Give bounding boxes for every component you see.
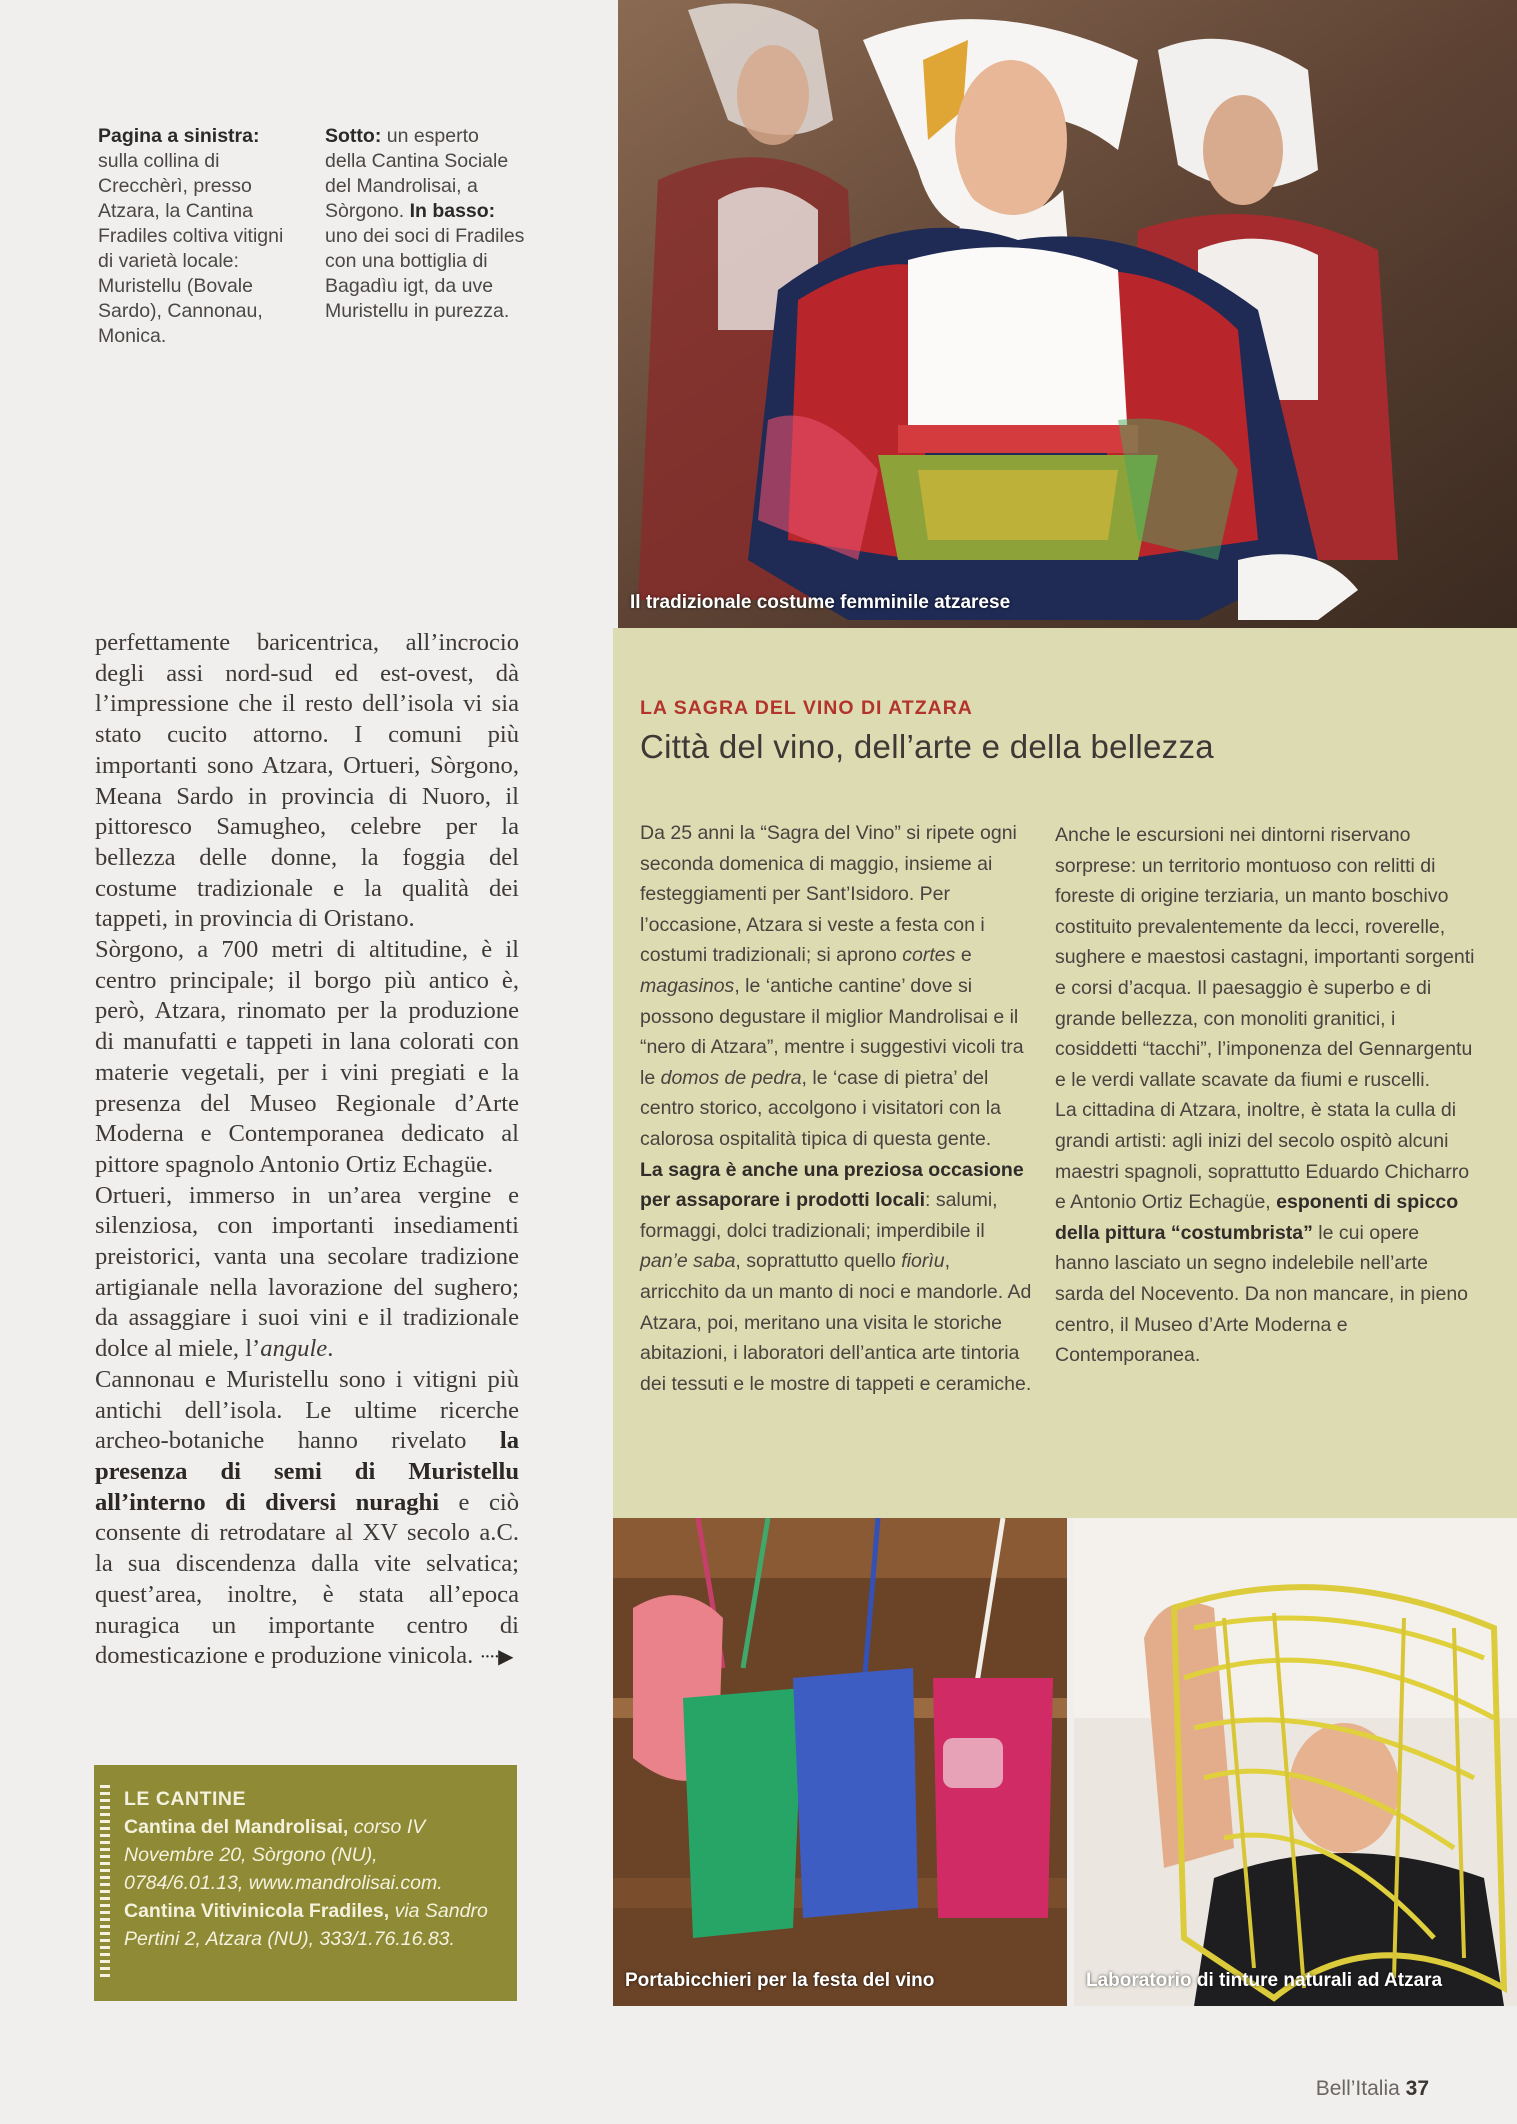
text-run: e xyxy=(955,944,972,967)
text-run: Anche le escursioni nei dintorni riservano sorprese: un territorio montuoso con relitti di foreste di origine terziaria, un manto boschivo costituito prevalentemente da lecci, roverelle, sughere e maestosi castagni, importanti sorgenti e corsi d’acqua. Il paesaggio è superbo e di grande bellezza, con monoliti granitici, i cosiddetti “tacchi”, l’imponenza del Gennargentu e le verdi vallate scavate da fiumi e ruscelli. xyxy=(1055,824,1475,1091)
article-paragraph xyxy=(95,1365,519,1673)
glass-holders-image xyxy=(613,1518,1067,2006)
cantine-entry xyxy=(124,1813,497,1897)
feature-column-1 xyxy=(640,818,1032,1399)
text-run: . xyxy=(327,1335,334,1363)
page-number: 37 xyxy=(1405,2077,1429,2100)
photo-caption: Laboratorio di tinture naturali ad Atzara xyxy=(1086,1970,1443,1991)
text-run: : salumi, formaggi, dolci tradizionali; imperdibile il xyxy=(640,1189,998,1242)
article-paragraph: Sòrgono, a 700 metri di altitudine, è il centro principale; il borgo più antico è, però, Atzara, rinomato per la produzione di manufatti e tappeti in lana colorati con materie vegetali, per i vini pregiati e la presenza del Museo Regionale d’Arte Moderna e Contemporanea dedicato al pittore spagnolo Antonio Ortiz Echagüe. xyxy=(95,936,519,1178)
article-body xyxy=(95,628,519,1673)
text-run: , le ‘antiche cantine’ dove si possono degustare il miglior Mandrolisai e il “nero di Atzara”, mentre i suggestivi vicoli tra le xyxy=(640,974,1024,1089)
text-run: La cittadina di Atzara, inoltre, è stata la culla di grandi artisti: agli inizi del secolo ospitò alcuni maestri spagnoli, soprattutto Eduardo Chicharro e Antonio Ortiz Echagüe, xyxy=(1055,1099,1470,1214)
text-run: e ciò consente di retrodatare al XV secolo a.C. la sua discendenza dalla vite selvatica; quest’area, inoltre, è stata all’epoca nuragica un importante centro di domesticazione e produzione vinicola. xyxy=(95,1488,519,1670)
text-italic: magasinos xyxy=(640,974,735,997)
feature-title: Città del vino, dell’arte e della bellezza xyxy=(640,728,1214,765)
caption-label: Pagina a sinistra: xyxy=(98,125,260,147)
caption-text: un esperto della Cantina Sociale del Mandrolisai, a Sòrgono. xyxy=(325,125,509,222)
text-bold: La sagra è anche una preziosa occasione per assaporare i prodotti locali xyxy=(640,1158,1024,1212)
feature-column-2 xyxy=(1055,820,1475,1371)
cantine-name: Cantina Vitivinicola Fradiles, xyxy=(124,1900,390,1922)
cantine-details: via Sandro Pertini 2, Atzara (NU), 333/1.76.16.83. xyxy=(124,1900,488,1950)
article-paragraph: perfettamente baricentrica, all’incrocio degli assi nord-sud ed est-ovest, dà l’impressione che il resto dell’isola vi sia stato cucito attorno. I comuni più importanti sono Atzara, Ortueri, Sòrgono, Meana Sardo in provincia di Nuoro, il pittoresco Samugheo, celebre per la bellezza delle donne, la foggia del costume tradizionale e la qualità dei tappeti, in provincia di Oristano. xyxy=(95,629,519,933)
photo-caption: Portabicchieri per la festa del vino xyxy=(625,1970,935,1991)
caption-label: Sotto: xyxy=(325,125,382,147)
cantine-details: corso IV Novembre 20, Sòrgono (NU), 0784/6.01.13, www.mandrolisai.com. xyxy=(124,1816,443,1894)
cantine-title: LE CANTINE xyxy=(124,1788,246,1810)
photo-caption-left-page xyxy=(98,124,293,349)
text-italic: angule xyxy=(260,1335,328,1363)
text-bold: la presenza di semi di Muristellu all’interno di diversi nuraghi xyxy=(95,1427,519,1516)
text-run: , soprattutto quello xyxy=(735,1250,902,1273)
costume-photo-image xyxy=(618,0,1517,628)
dye-laboratory-photo xyxy=(1074,1518,1517,2006)
text-run: le cui opere hanno lasciato un segno indelebile nell’arte sarda del Nocevento. Da non mancare, in pieno centro, il Museo d’Arte Moderna e Contemporanea. xyxy=(1055,1221,1469,1367)
text-italic: cortes xyxy=(902,944,956,967)
magazine-name: Bell’Italia xyxy=(1315,2077,1400,2100)
decorative-bars xyxy=(100,1785,110,1981)
caption-text-2: uno dei soci di Fradiles con una bottiglia di Bagadìu igt, da uve Muristellu in purezza. xyxy=(325,225,525,322)
text-italic: fiorìu xyxy=(901,1250,945,1273)
text-run: , le ‘case di pietra’ del centro storico, accolgono i visitatori con la calorosa ospitalità tipica di questa gente. xyxy=(640,1066,1001,1150)
feature-box xyxy=(613,628,1517,1518)
feature-kicker: LA SAGRA DEL VINO DI ATZARA xyxy=(640,697,973,719)
text-bold: esponenti di spicco della pittura “costumbrista” xyxy=(1055,1191,1459,1244)
cantine-info-box xyxy=(94,1765,517,2001)
text-italic: pan’e saba xyxy=(640,1250,736,1273)
page-footer xyxy=(1316,2077,1429,2101)
continue-arrow-icon: ····▶ xyxy=(479,1646,512,1669)
text-run: Cannonau e Muristellu sono i vitigni più antichi dell’isola. Le ultime ricerche archeo-botaniche hanno rivelato xyxy=(95,1365,519,1455)
article-paragraph xyxy=(95,1181,519,1365)
text-run: Ortueri, immerso in un’area vergine e silenziosa, con importanti insediamenti preistorici, vanta una secolare tradizione artigianale nella lavorazione del sughero; da assaggiare i suoi vini e il tradizionale dolce al miele, l’ xyxy=(95,1181,519,1363)
costume-photo xyxy=(618,0,1517,628)
cantine-name: Cantina del Mandrolisai, xyxy=(124,1816,349,1838)
cantine-entry xyxy=(124,1897,497,1953)
photo-caption-below xyxy=(325,124,525,324)
caption-label-2: In basso: xyxy=(409,200,496,222)
text-italic: domos de pedra xyxy=(660,1066,802,1089)
dye-laboratory-image xyxy=(1074,1518,1517,2006)
glass-holders-photo xyxy=(613,1518,1067,2006)
text-run: Da 25 anni la “Sagra del Vino” si ripete ogni seconda domenica di maggio, insieme ai festeggiamenti per Sant’Isidoro. Per l’occasione, Atzara si veste a festa con i costumi tradizionali; si aprono xyxy=(640,822,1017,967)
caption-text: sulla collina di Crecchèrì, presso Atzara, la Cantina Fradiles coltiva vitigni di varietà locale: Muristellu (Bovale Sardo), Cannonau, Monica. xyxy=(98,150,284,347)
text-run: , arricchito da un manto di noci e mandorle. Ad Atzara, poi, meritano una visita le storiche abitazioni, i laboratori dell’antica arte tintoria dei tessuti e le mostre di tappeti e ceramiche. xyxy=(640,1250,1032,1395)
photo-caption: Il tradizionale costume femminile atzarese xyxy=(630,592,1011,613)
